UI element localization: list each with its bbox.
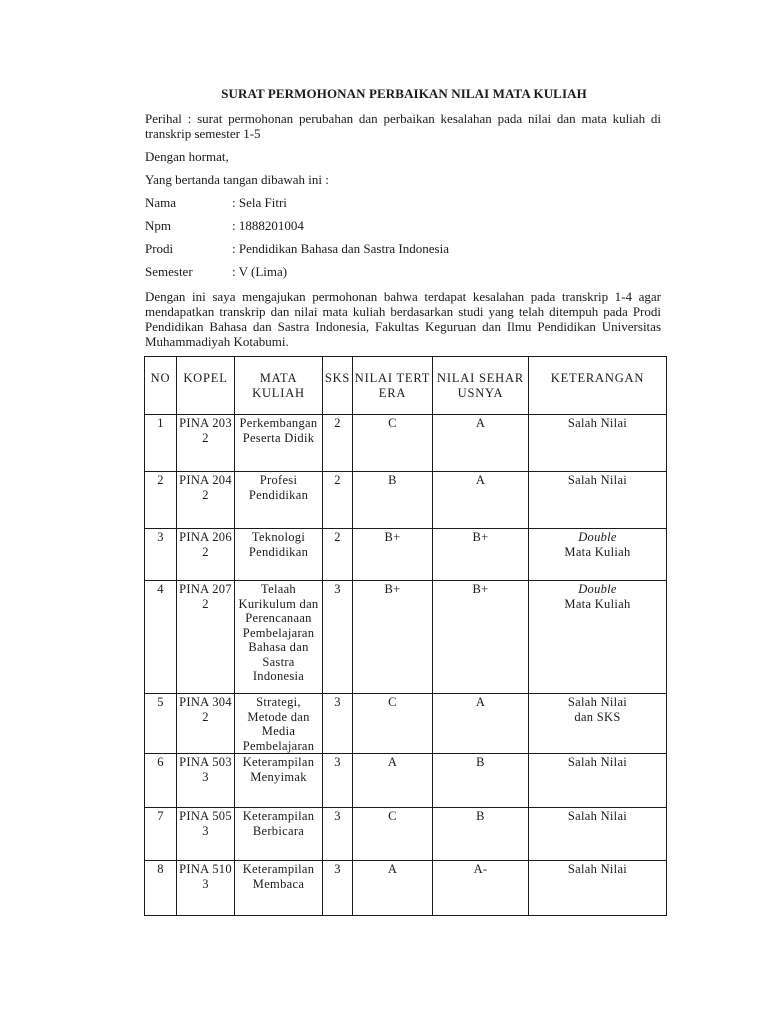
cell-sks: 3 [323, 754, 353, 808]
field-label: Npm [145, 218, 171, 233]
table-row [145, 581, 667, 694]
cell-no: 1 [145, 415, 177, 472]
table-row [145, 472, 667, 529]
cell-no: 6 [145, 754, 177, 808]
cell-sks: 2 [323, 529, 353, 581]
cell-mata-kuliah: Perkembangan Peserta Didik [235, 415, 323, 472]
cell-nilai-seharusnya: A [433, 415, 529, 472]
cell-no: 5 [145, 694, 177, 754]
keterangan-emphasis: Double [578, 530, 617, 544]
table-row [145, 808, 667, 861]
cell-no: 4 [145, 581, 177, 694]
cell-nilai-seharusnya: B [433, 754, 529, 808]
cell-kopel: PINA 2032 [177, 415, 235, 472]
table-row [145, 861, 667, 916]
cell-no: 7 [145, 808, 177, 861]
header-nilai-seharusnya: NILAI SEHARUSNYA [433, 357, 529, 415]
cell-nilai-tertera: B [353, 472, 433, 529]
grades-table [144, 356, 667, 916]
keterangan-text: Mata Kuliah [564, 544, 631, 559]
keterangan-text: Salah Nilai [567, 862, 628, 876]
cell-kopel: PINA 5053 [177, 808, 235, 861]
cell-kopel: PINA 5033 [177, 754, 235, 808]
header-no: NO [145, 357, 177, 415]
cell-kopel: PINA 2072 [177, 581, 235, 694]
cell-mata-kuliah: Strategi, Metode dan Media Pembelajaran [235, 694, 323, 754]
field-label: Nama [145, 195, 177, 210]
cell-nilai-seharusnya: A [433, 472, 529, 529]
header-sks: SKS [323, 357, 353, 415]
salutation: Dengan hormat, [145, 149, 229, 164]
header-mata-kuliah: MATA KULIAH [235, 357, 323, 415]
keterangan-text: Salah Nilai dan SKS [567, 695, 628, 724]
header-keterangan: KETERANGAN [529, 357, 667, 415]
keterangan-text: Salah Nilai [567, 755, 628, 769]
cell-kopel: PINA 3042 [177, 694, 235, 754]
field-value: : 1888201004 [232, 218, 304, 233]
cell-sks: 3 [323, 808, 353, 861]
cell-nilai-tertera: C [353, 694, 433, 754]
cell-kopel: PINA 2042 [177, 472, 235, 529]
cell-nilai-seharusnya: B+ [433, 581, 529, 694]
cell-keterangan [529, 581, 667, 694]
cell-no: 3 [145, 529, 177, 581]
cell-sks: 3 [323, 581, 353, 694]
document-title: SURAT PERMOHONAN PERBAIKAN NILAI MATA KULIAH [221, 86, 587, 101]
cell-keterangan [529, 861, 667, 916]
cell-keterangan [529, 754, 667, 808]
cell-nilai-tertera: B+ [353, 529, 433, 581]
keterangan-text: Salah Nilai [567, 809, 628, 823]
perihal-paragraph: Perihal : surat permohonan perubahan dan perbaikan kesalahan pada nilai dan mata kuliah di transkrip semester 1-5 [145, 111, 661, 141]
table-row [145, 529, 667, 581]
cell-kopel: PINA 5103 [177, 861, 235, 916]
cell-nilai-seharusnya: B [433, 808, 529, 861]
cell-no: 8 [145, 861, 177, 916]
cell-keterangan [529, 472, 667, 529]
cell-mata-kuliah: Keterampilan Berbicara [235, 808, 323, 861]
field-label: Prodi [145, 241, 174, 256]
cell-sks: 2 [323, 472, 353, 529]
keterangan-text: Mata Kuliah [564, 596, 631, 611]
header-kopel: KOPEL [177, 357, 235, 415]
header-nilai-tertera: NILAI TERTERA [353, 357, 433, 415]
field-label: Semester [145, 264, 193, 279]
table-row [145, 754, 667, 808]
cell-mata-kuliah: Keterampilan Membaca [235, 861, 323, 916]
cell-keterangan [529, 808, 667, 861]
cell-mata-kuliah: Teknologi Pendidikan [235, 529, 323, 581]
cell-kopel: PINA 2062 [177, 529, 235, 581]
cell-sks: 3 [323, 694, 353, 754]
cell-sks: 2 [323, 415, 353, 472]
cell-sks: 3 [323, 861, 353, 916]
field-value: : Sela Fitri [232, 195, 287, 210]
intro-line: Yang bertanda tangan dibawah ini : [145, 172, 329, 187]
table-row [145, 415, 667, 472]
cell-mata-kuliah: Telaah Kurikulum dan Perencanaan Pembelajaran Bahasa dan Sastra Indonesia [235, 581, 323, 694]
cell-no: 2 [145, 472, 177, 529]
cell-nilai-seharusnya: A [433, 694, 529, 754]
keterangan-text: Salah Nilai [567, 416, 628, 430]
table-row [145, 694, 667, 754]
table-header-row [145, 357, 667, 415]
cell-nilai-tertera: C [353, 808, 433, 861]
cell-nilai-tertera: B+ [353, 581, 433, 694]
cell-keterangan [529, 529, 667, 581]
body-paragraph: Dengan ini saya mengajukan permohonan bahwa terdapat kesalahan pada transkrip 1-4 agar mendapatkan transkrip dan nilai mata kuliah berdasarkan studi yang telah ditempuh pada Prodi Pendidikan Bahasa dan Sastra Indonesia, Fakultas Keguruan dan Ilmu Pendidikan Universitas Muhammadiyah Kotabumi. [145, 289, 661, 349]
cell-keterangan [529, 694, 667, 754]
cell-nilai-seharusnya: B+ [433, 529, 529, 581]
keterangan-text: Salah Nilai [567, 473, 628, 487]
cell-mata-kuliah: Profesi Pendidikan [235, 472, 323, 529]
cell-nilai-tertera: A [353, 754, 433, 808]
field-value: : Pendidikan Bahasa dan Sastra Indonesia [232, 241, 449, 256]
keterangan-emphasis: Double [578, 582, 617, 596]
cell-mata-kuliah: Keterampilan Menyimak [235, 754, 323, 808]
cell-nilai-seharusnya: A- [433, 861, 529, 916]
cell-keterangan [529, 415, 667, 472]
cell-nilai-tertera: A [353, 861, 433, 916]
cell-nilai-tertera: C [353, 415, 433, 472]
field-value: : V (Lima) [232, 264, 288, 279]
